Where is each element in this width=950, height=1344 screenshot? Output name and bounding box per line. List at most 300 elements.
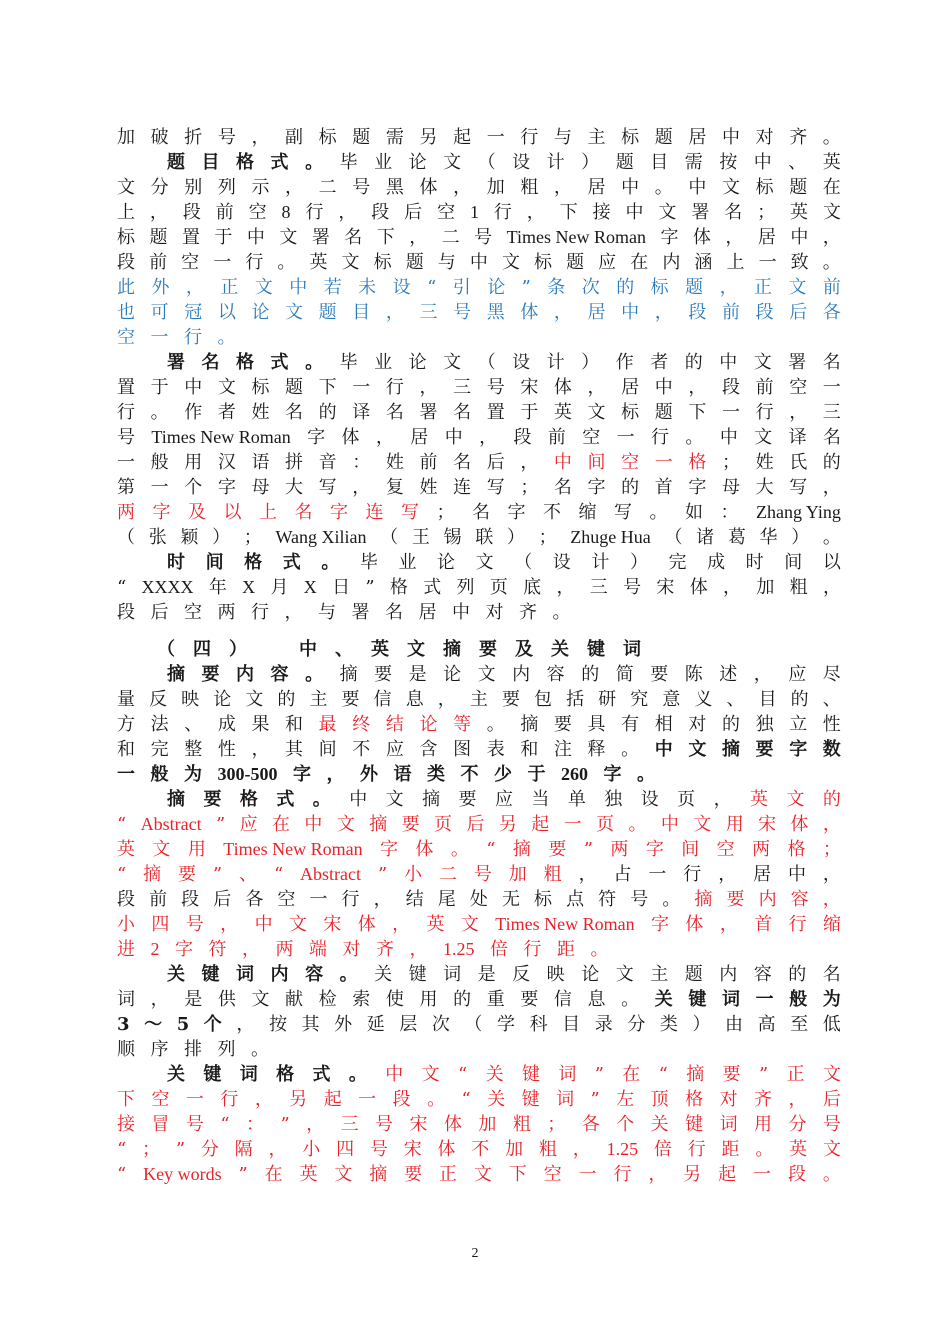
glyph: 要	[479, 639, 497, 660]
glyph: ；	[547, 1114, 566, 1135]
glyph: 四	[193, 639, 211, 660]
glyph: 词	[556, 1089, 575, 1110]
glyph: ，	[409, 227, 428, 248]
glyph: 对	[719, 1089, 738, 1110]
glyph: 在	[272, 814, 291, 835]
glyph: 一	[117, 452, 135, 473]
glyph: 标	[318, 127, 337, 148]
glyph: 英	[790, 202, 809, 223]
glyph: 表	[486, 739, 505, 760]
glyph: 冠	[184, 302, 203, 323]
glyph: 论	[408, 152, 427, 173]
glyph: 字	[651, 914, 670, 935]
glyph: ”	[377, 864, 388, 885]
glyph: 高	[757, 1014, 776, 1035]
glyph: 单	[567, 789, 586, 810]
glyph: ，	[385, 302, 404, 323]
glyph: 行	[385, 377, 404, 398]
glyph: 。	[628, 814, 647, 835]
glyph: 文	[788, 277, 807, 298]
glyph: 华	[759, 527, 778, 548]
glyph: 后	[486, 452, 505, 473]
glyph: 年	[208, 577, 227, 598]
glyph: 毕	[359, 552, 378, 573]
glyph: 内	[512, 664, 531, 685]
glyph: 名	[385, 402, 404, 423]
glyph: 第	[117, 477, 135, 498]
glyph: ”	[594, 1064, 604, 1085]
page-number: 2	[471, 1246, 479, 1261]
glyph: 要	[501, 689, 520, 710]
glyph: 的	[621, 477, 640, 498]
text-line	[117, 525, 841, 550]
glyph: 致	[790, 252, 809, 273]
glyph: 底	[523, 577, 542, 598]
glyph: 于	[214, 227, 233, 248]
glyph: 行	[687, 1139, 706, 1160]
glyph: 式	[276, 789, 295, 810]
glyph: 下	[559, 202, 578, 223]
glyph: 居	[587, 302, 606, 323]
glyph: 四	[336, 1139, 355, 1160]
glyph: 后	[822, 1089, 841, 1110]
glyph: 行	[755, 402, 774, 423]
text-line	[117, 325, 841, 350]
glyph: 引	[452, 277, 471, 298]
glyph: 格	[239, 789, 258, 810]
glyph: 段	[117, 602, 135, 623]
glyph: 要	[726, 889, 745, 910]
glyph: X	[303, 577, 317, 597]
glyph: 连	[365, 502, 384, 523]
glyph: 空	[117, 327, 135, 348]
glyph: 次	[581, 277, 600, 298]
text-line	[117, 125, 841, 150]
glyph: ，	[220, 914, 239, 935]
glyph: 按	[719, 152, 738, 173]
glyph: 一	[758, 252, 777, 273]
glyph: 文	[251, 989, 270, 1010]
glyph: 题	[285, 377, 304, 398]
glyph: 字	[217, 477, 236, 498]
glyph: 的	[453, 989, 472, 1010]
glyph: 下	[117, 1089, 135, 1110]
glyph: ）	[506, 527, 525, 548]
glyph: 号	[117, 427, 135, 448]
glyph: 内	[758, 889, 777, 910]
glyph: 加	[486, 177, 505, 198]
glyph: 的	[721, 714, 740, 735]
glyph: 分	[627, 1014, 646, 1035]
glyph: 序	[150, 1039, 169, 1060]
glyph: 。	[822, 252, 841, 273]
glyph: 下	[508, 1164, 527, 1185]
glyph: 一	[648, 864, 667, 885]
glyph: 三	[340, 1114, 359, 1135]
glyph: 要	[401, 814, 420, 835]
glyph: 名	[285, 402, 304, 423]
glyph: 倍	[653, 1139, 672, 1160]
glyph: 三	[453, 377, 472, 398]
glyph: 英	[789, 1139, 808, 1160]
glyph: “	[658, 1064, 668, 1085]
glyph: 宋	[758, 814, 777, 835]
glyph: 包	[534, 689, 553, 710]
glyph: 居	[688, 127, 707, 148]
glyph: 时	[745, 552, 764, 573]
glyph: 1.25	[606, 1139, 639, 1159]
glyph: 果	[251, 714, 270, 735]
glyph: 内	[270, 964, 289, 985]
glyph: ，	[723, 577, 742, 598]
glyph: 应	[494, 789, 513, 810]
glyph: ，	[150, 989, 169, 1010]
glyph: ，	[688, 377, 707, 398]
glyph: 及	[515, 639, 533, 660]
text-line	[117, 862, 841, 887]
glyph: 用	[725, 814, 744, 835]
glyph: ，	[479, 427, 498, 448]
glyph: 间	[205, 552, 224, 573]
glyph: 加	[756, 577, 775, 598]
glyph: 字	[688, 477, 707, 498]
text-line	[117, 812, 841, 837]
text-line	[117, 687, 841, 712]
glyph: 作	[184, 402, 203, 423]
glyph: 目	[201, 152, 220, 173]
glyph: ，	[654, 302, 673, 323]
glyph: 。	[662, 889, 681, 910]
glyph: 前	[721, 302, 740, 323]
glyph: 葛	[727, 527, 746, 548]
glyph: ”	[758, 1064, 769, 1085]
glyph: 个	[616, 1114, 635, 1135]
glyph: 计	[546, 352, 565, 373]
glyph: 由	[725, 1014, 744, 1035]
glyph: 字	[603, 764, 622, 785]
glyph: （	[477, 152, 496, 173]
glyph: “	[486, 839, 496, 860]
glyph: 空	[582, 427, 601, 448]
glyph: 。	[305, 664, 324, 685]
glyph: 摘	[686, 1064, 705, 1085]
glyph: 缩	[578, 502, 597, 523]
glyph: 8	[281, 202, 291, 222]
glyph: 空	[789, 377, 808, 398]
glyph: 以	[223, 502, 242, 523]
glyph: 行	[788, 914, 807, 935]
glyph: 行	[305, 202, 324, 223]
glyph: 名	[385, 602, 403, 623]
glyph: 的	[788, 964, 807, 985]
glyph: 。	[348, 1064, 367, 1085]
glyph: 前	[755, 377, 774, 398]
glyph: 齐	[754, 1089, 773, 1110]
glyph: “	[117, 1164, 127, 1185]
glyph: 英	[117, 839, 135, 860]
glyph: 无	[501, 889, 520, 910]
text-line	[117, 175, 841, 200]
glyph: 键	[201, 964, 220, 985]
glyph: 居	[753, 864, 772, 885]
glyph: 前	[547, 427, 566, 448]
glyph: （	[157, 639, 175, 660]
glyph: 体	[357, 914, 376, 935]
glyph: ，	[149, 202, 168, 223]
glyph: 王	[411, 527, 430, 548]
glyph: 粗	[512, 1114, 531, 1135]
glyph: ；	[436, 502, 455, 523]
glyph: 目	[562, 1014, 581, 1035]
glyph: 标	[534, 252, 553, 273]
glyph: 小	[302, 1139, 321, 1160]
glyph: ，	[719, 277, 738, 298]
glyph: 二	[438, 864, 457, 885]
glyph: 姓	[419, 477, 438, 498]
glyph: 音	[318, 452, 337, 473]
glyph: Abstract	[140, 814, 202, 834]
glyph: 距	[557, 939, 575, 960]
glyph: 图	[453, 739, 472, 760]
glyph: 使	[385, 989, 404, 1010]
glyph: 三	[419, 302, 438, 323]
glyph: 齐	[519, 602, 537, 623]
glyph: 署	[788, 352, 807, 373]
glyph: 3	[117, 1014, 130, 1035]
glyph: 至	[790, 1014, 809, 1035]
glyph: 后	[466, 814, 485, 835]
glyph: （	[477, 352, 496, 373]
glyph: 要	[553, 714, 572, 735]
glyph: 间	[681, 839, 700, 860]
glyph: 格	[236, 352, 255, 373]
glyph: 索	[352, 989, 371, 1010]
glyph: 5	[176, 1014, 190, 1035]
glyph: 文	[615, 964, 634, 985]
glyph: 于	[520, 402, 539, 423]
glyph: 词	[239, 1064, 258, 1085]
glyph: 的	[822, 789, 841, 810]
glyph: 也	[117, 302, 135, 323]
glyph: 反	[149, 689, 168, 710]
glyph: 文	[501, 252, 520, 273]
glyph: 。	[150, 402, 169, 423]
glyph: 顶	[650, 1089, 669, 1110]
glyph: 字	[645, 839, 664, 860]
glyph: 文	[460, 914, 479, 935]
glyph: 段	[182, 202, 201, 223]
glyph: ；	[757, 202, 776, 223]
glyph: 格	[236, 152, 255, 173]
glyph: ，	[268, 1139, 287, 1160]
glyph: 文	[341, 252, 360, 273]
glyph: 词	[719, 1114, 738, 1135]
glyph: 下	[688, 402, 707, 423]
glyph: ，	[719, 914, 738, 935]
glyph: 。	[277, 252, 296, 273]
glyph: 键	[203, 1064, 222, 1085]
glyph: 一	[822, 377, 841, 398]
glyph: 。	[450, 839, 469, 860]
glyph: 号	[623, 577, 642, 598]
glyph: 氏	[789, 452, 808, 473]
glyph: 空	[184, 602, 202, 623]
glyph: 别	[184, 177, 203, 198]
glyph: 。	[305, 152, 324, 173]
glyph: 信	[373, 689, 392, 710]
glyph: 在	[622, 1064, 641, 1085]
glyph: 折	[184, 127, 203, 148]
glyph: 应	[239, 814, 258, 835]
glyph: 整	[184, 739, 203, 760]
glyph: 要	[178, 864, 197, 885]
glyph: 字	[660, 227, 679, 248]
glyph: 上	[259, 502, 277, 523]
glyph: ，	[185, 277, 204, 298]
glyph: 文	[334, 1164, 353, 1185]
glyph: 般	[150, 452, 169, 473]
glyph: 文	[822, 1139, 841, 1160]
glyph: 文	[658, 202, 677, 223]
glyph: 容	[790, 889, 809, 910]
glyph: 段	[721, 377, 740, 398]
glyph: 延	[366, 1014, 385, 1035]
section-heading	[157, 637, 641, 662]
glyph: 名	[453, 452, 472, 473]
glyph: 占	[613, 864, 632, 885]
glyph: 关	[485, 1064, 504, 1085]
glyph: 冒	[151, 1114, 170, 1135]
glyph: 题	[318, 302, 337, 323]
glyph: 用	[184, 452, 203, 473]
glyph: 列	[217, 1039, 236, 1060]
text-line	[117, 600, 841, 625]
glyph: 题	[566, 252, 585, 273]
glyph: 名	[201, 352, 220, 373]
glyph: 写	[614, 502, 632, 523]
glyph: 键	[521, 1089, 540, 1110]
glyph: 号	[822, 1114, 841, 1135]
glyph: “	[117, 577, 127, 598]
glyph: 计	[546, 152, 565, 173]
glyph: 中	[660, 814, 679, 835]
glyph: 空	[151, 1089, 170, 1110]
glyph: 息	[405, 689, 424, 710]
glyph: 日	[332, 577, 351, 598]
glyph: 居	[757, 227, 776, 248]
glyph: 关	[650, 1114, 669, 1135]
glyph: 摘	[143, 864, 162, 885]
glyph: 不	[352, 739, 371, 760]
glyph: 。	[621, 989, 640, 1010]
glyph: 可	[150, 302, 169, 323]
glyph: 居	[621, 377, 640, 398]
glyph: 中	[790, 227, 809, 248]
text-line	[117, 450, 841, 475]
glyph: 号	[185, 1114, 204, 1135]
glyph: 文	[152, 839, 171, 860]
glyph: 类	[659, 1014, 678, 1035]
glyph: 论	[419, 714, 438, 735]
glyph: 符	[208, 939, 227, 960]
glyph: 等	[453, 714, 472, 735]
glyph: 前	[149, 252, 168, 273]
glyph: ”	[365, 577, 375, 598]
glyph: 正	[439, 1164, 458, 1185]
glyph: 段	[688, 302, 707, 323]
glyph: 加	[117, 127, 135, 148]
glyph: 题	[352, 127, 371, 148]
glyph: 另	[683, 1164, 702, 1185]
glyph: 名	[453, 402, 472, 423]
glyph: 重	[486, 989, 505, 1010]
glyph: ，	[822, 477, 841, 498]
glyph: 号	[352, 177, 371, 198]
glyph: 姓	[385, 452, 404, 473]
text-line	[117, 737, 841, 762]
glyph: ；	[538, 527, 557, 548]
glyph: 中	[719, 352, 738, 373]
glyph: 粗	[520, 177, 539, 198]
glyph: 文	[285, 302, 304, 323]
glyph: 排	[184, 1039, 202, 1060]
glyph: 中	[621, 177, 640, 198]
glyph: 设	[392, 277, 411, 298]
glyph: 关	[167, 1064, 185, 1085]
glyph: ，	[375, 427, 394, 448]
glyph: ）	[212, 527, 231, 548]
text-line	[117, 250, 841, 275]
glyph: ，	[718, 864, 737, 885]
glyph: 一	[185, 1089, 204, 1110]
glyph: 应	[385, 739, 404, 760]
glyph: 黑	[486, 302, 505, 323]
glyph: 260	[561, 764, 588, 784]
glyph: 体	[415, 839, 434, 860]
glyph: 标	[117, 227, 135, 248]
glyph: ；	[520, 477, 539, 498]
glyph: 般	[789, 989, 808, 1010]
glyph: 粗	[789, 577, 808, 598]
glyph: 设	[512, 152, 531, 173]
glyph: 释	[587, 739, 606, 760]
glyph: ，	[822, 864, 841, 885]
glyph: ，	[526, 202, 545, 223]
glyph: 键	[408, 964, 427, 985]
glyph: Wang Xilian	[275, 527, 367, 547]
glyph: 量	[117, 689, 135, 710]
glyph: ，	[419, 377, 438, 398]
glyph: 中	[753, 152, 772, 173]
glyph: 最	[318, 714, 337, 735]
glyph: 括	[566, 689, 585, 710]
glyph: 中	[299, 639, 317, 660]
glyph: 为	[822, 989, 841, 1010]
glyph: 前	[419, 452, 438, 473]
glyph: 业	[374, 152, 393, 173]
glyph: 置	[181, 227, 200, 248]
glyph: 宋	[656, 577, 675, 598]
glyph: 粗	[543, 864, 562, 885]
glyph: 标	[251, 377, 270, 398]
glyph: 其	[285, 739, 304, 760]
glyph: 300-500	[217, 764, 278, 784]
glyph: 方	[117, 714, 135, 735]
glyph: 两	[752, 839, 771, 860]
glyph: 信	[553, 989, 572, 1010]
glyph: ，	[553, 302, 572, 323]
glyph: 体	[689, 577, 708, 598]
